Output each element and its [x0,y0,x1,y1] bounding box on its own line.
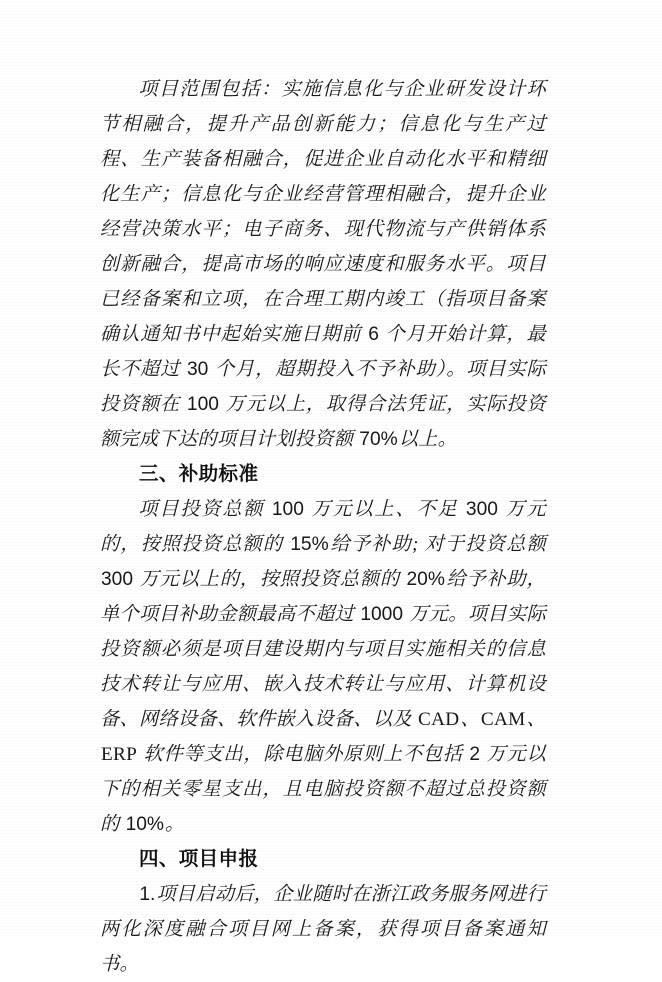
inline-latin-run: 20% [406,569,445,590]
inline-latin-run: CAM [480,709,526,730]
inline-latin-run: 15% [290,534,329,555]
inline-latin-run: 10% [125,814,164,835]
heading-subsidy-standard: 三、补助标准 [139,463,259,485]
inline-latin-run: 2 [469,744,481,765]
inline-latin-run: 1000 [360,604,404,625]
inline-latin-run: 300 [465,499,498,520]
inline-latin-run: 100 [186,394,219,415]
paragraph-project-scope: 项目范围包括：实施信息化与企业研发设计环节相融合，提升产品创新能力；信息化与生产过程、生产装备相融合，促进企业自动化水平和精细化生产；信息化与企业经营管理相融合，提升企业经营决策水平；电子商务、现代物流与产供销体系创新融合，提高市场的响应速度和服务水平。项目已经备案和立项，在合理工期内竣工（指项目备案确认通知书中起始实施日期前 6 个月开始计算，最长不超过 30 个月，超期投入不予补助）。项目实际投资额在 100 万元以上，取得合法凭证，实际投资额完成下达的项目计划投资额 70%以上。 [100,79,546,450]
paragraph-application-item-1: 1.项目启动后，企业随时在浙江政务服务网进行两化深度融合项目网上备案，获得项目备案通知书。 [100,884,546,975]
page-text-block [100,72,546,982]
inline-latin-run: 300 [101,569,134,590]
paragraph-subsidy-standard: 项目投资总额 100 万元以上、不足 300 万元的，按照投资总额的 15%给予补助; 对于投资总额 300 万元以上的，按照投资总额的 20%给予补助，单个项目补助金额最高不超过 1000 万元。项目实际投资额必须是项目建设期内与项目实施相关的信息技术转让与应用、嵌入技术转让与应用、计算机设备、网络设备、软件嵌入设备、以及 CAD、CAM、ERP 软件等支出，除电脑外原则上不包括 2 万元以下的相关零星支出，且电脑投资额不超过总投资额的 10%。 [100,499,546,835]
inline-latin-run: 6 [368,324,379,345]
inline-latin-run: CAD [417,709,460,730]
heading-project-application: 四、项目申报 [139,848,259,870]
inline-latin-run: 100 [271,499,304,520]
inline-latin-run: 70% [359,429,398,450]
inline-latin-run: 1. [139,884,156,905]
inline-latin-run: 30 [186,359,209,380]
inline-latin-run: ERP [101,744,138,765]
